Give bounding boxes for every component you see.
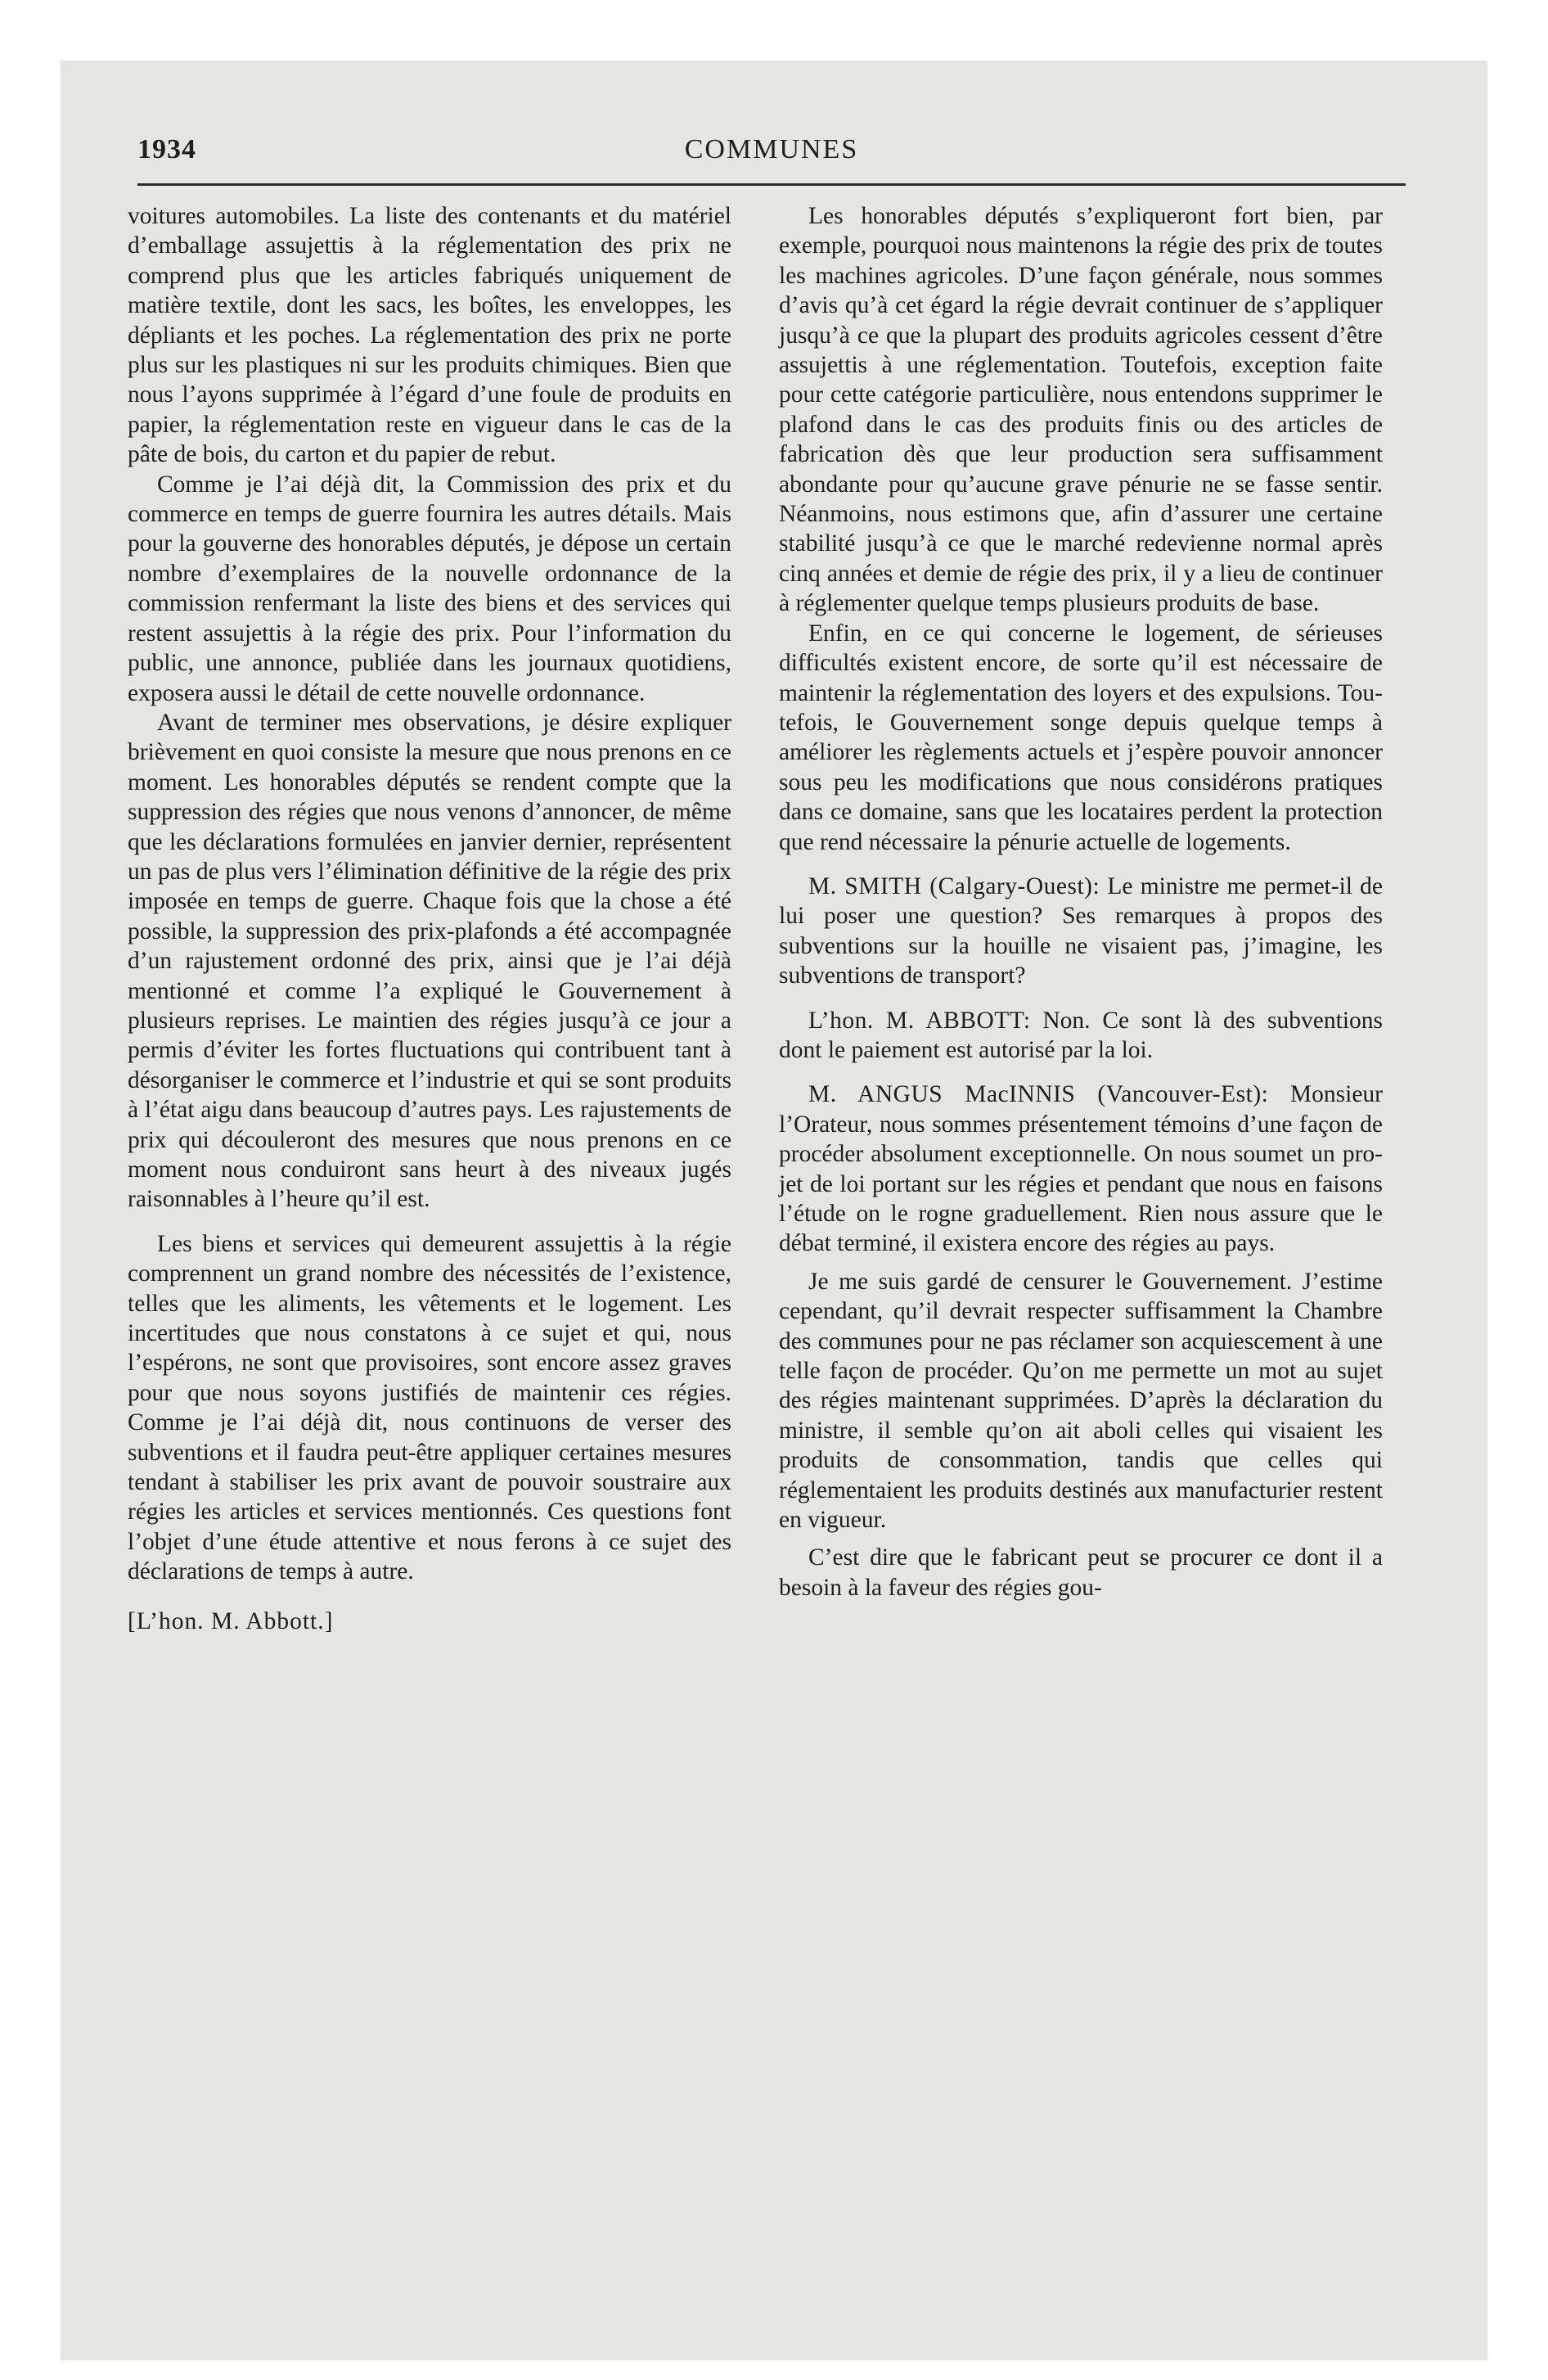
left-paragraph-1: voitures automobiles. La liste des contenants et du matériel d’emballage assujettis à la réglementation des prix ne comprend plus que les articles fabriqués uniquement de matière textile, dont les sacs, les boîtes, les enveloppes, les dépliants et les poches. La réglementation des prix ne porte plus sur les plastiques ni sur les produits chimiques. Bien que nous l’ayons supprimée à l’égard d’une foule de produits en papier, la réglementation reste en vigueur dans le cas de la pâte de bois, du carton et du papier de rebut. [128,203,731,468]
header-rule [137,183,1406,186]
smith-intervention [779,872,1383,991]
speaker-name-macinnis: M. ANGUS MacINNIS (Vancouver-Est): [808,1081,1269,1108]
speaker-name-smith: M. SMITH (Calgary-Ouest): [808,872,1100,899]
abbott-intervention [779,1006,1383,1066]
right-column [779,201,1383,1602]
smith-text: Le ministre me permet-il de lui poser une question? Ses remarques à propos des subventions sur la houille ne visaient pas, j’imagine, les subventions de transport? [779,872,1384,989]
macinnis-text: Monsieur l’Orateur, nous sommes présentement témoins d’une façon de procéder absolument exceptionnelle. On nous soumet un projet de loi portant sur les régies et pendant que nous en faisons l’étude on le rogne graduellement. Rien nous assure que le débat terminé, il existera encore des régies au pays. [779,1081,1383,1257]
left-paragraph-4: Les biens et services qui demeurent assujettis à la régie comprennent un grand nombre des nécessités de l’existence, telles que les aliments, les vêtements et le logement. Les incertitudes que nous constatons à ce sujet et qui, nous l’espérons, ne sont que provisoires, sont encore assez graves pour que nous soyons justifiés de maintenir ces régies. Comme je l’ai déjà dit, nous continuons de verser des subventions et il faudra peut-être appliquer certaines mesures tendant à stabiliser les prix avant de pouvoir soustraire aux régies les articles et services mentionnés. Ces questions font l’objet d’une étude attentive et nous ferons à ce sujet des déclarations de temps à autre. [128,1230,731,1585]
abbott-text: Non. Ce sont là des subventions dont le paiement est autorisé par la loi. [779,1007,1384,1063]
right-paragraph-1: Les honorables députés s’expliqueront fort bien, par exemple, pourquoi nous maintenons la régie des prix de toutes les machines agricoles. D’une façon générale, nous sommes d’avis qu’à cet égard la régie devrait continuer de s’appliquer jusqu’à ce que la plupart des produits agricoles cessent d’être assujettis à une réglementation. Toutefois, exception faite pour cette catégorie particulière, nous entendons supprimer le plafond dans le cas des produits finis ou des articles de fabrication dès que leur production sera suffisamment abondante pour qu’aucune grave pénurie ne se fasse sentir. Néanmoins, nous estimons que, afin d’assurer une certaine stabilité jusqu’à ce que le marché redevienne normal après cinq années et demie de régie des prix, il y a lieu de continuer à réglementer quelque temps plusieurs produits de base. [779,203,1383,617]
left-paragraph-3: Avant de terminer mes observations, je désire expliquer brièvement en quoi consiste la mesure que nous prenons en ce moment. Les honorables députés se rendent compte que la suppression des régies que nous venons d’annoncer, de même que les déclarations formulées en janvier dernier, représentent un pas de plus vers l’élimination définitive de la régie des prix imposée en temps de guerre. Chaque fois que la chose a été possible, la suppression des prix-plafonds a été accompagnée d’un rajustement ordonné des prix, ainsi que je l’ai déjà mentionné et comme l’a expliqué le Gouvernement à plusieurs reprises. Le maintien des régies jusqu’à ce jour a permis d’éviter les fortes fluctuations qui contribuent tant à désorganiser le commerce et l’industrie et qui se sont produits à l’état aigu dans beaucoup d’autres pays. Les rajustements de prix qui découleront des mesures que nous prenons en ce moment nous conduiront sans heurt à des niveaux jugés raisonnables à l’heure qu’il est. [128,709,731,1213]
speaker-name-abbott: L’hon. M. ABBOTT: [808,1007,1031,1034]
left-paragraph-2: Comme je l’ai déjà dit, la Commission des prix et du commerce en temps de guerre fournira les autres détails. Mais pour la gouverne des honorables députés, je dépose un certain nombre d’exemplaires de la nouvelle ordonnance de la commission renfermant la liste des biens et des services qui restent assujettis à la régie des prix. Pour l’information du public, une annonce, publiée dans les journaux quotidiens, exposera aussi le détail de cette nouvelle ordonnance. [128,471,731,706]
page-number: 1934 [137,134,196,165]
right-paragraph-3: Je me suis gardé de censurer le Gouvernement. J’estime cependant, qu’il devrait respecter suffisamment la Chambre des communes pour ne pas réclamer son acquiescement à une telle façon de procéder. Qu’on me permette un mot au sujet des régies maintenant supprimées. D’après la déclaration du ministre, il semble qu’on ait aboli celles qui visaient les produits de consommation, tandis que celles qui réglementaient les produits destinés aux manufacturier restent en vigueur. [779,1268,1383,1534]
left-column [128,201,731,1636]
page-header [137,134,1406,177]
right-paragraph-4: C’est dire que le fabricant peut se procurer ce dont il a besoin à la faveur des régies gou- [779,1544,1383,1601]
macinnis-intervention [779,1080,1383,1258]
right-paragraph-2: Enfin, en ce qui concerne le logement, de sérieuses difficultés existent encore, de sorte qu’il est nécessaire de maintenir la réglementation des loyers et des expulsions. Toutefois, le Gouvernement songe depuis quelque temps à améliorer les règlements actuels et j’espère pouvoir annoncer sous peu les modifications que nous considérons pratiques dans ce domaine, sans que les locataires perdent la protection que rend nécessaire la pénurie actuelle de logements. [779,620,1383,855]
speaker-footer-note: [L’hon. M. Abbott.] [128,1607,334,1634]
running-title: COMMUNES [684,134,859,165]
